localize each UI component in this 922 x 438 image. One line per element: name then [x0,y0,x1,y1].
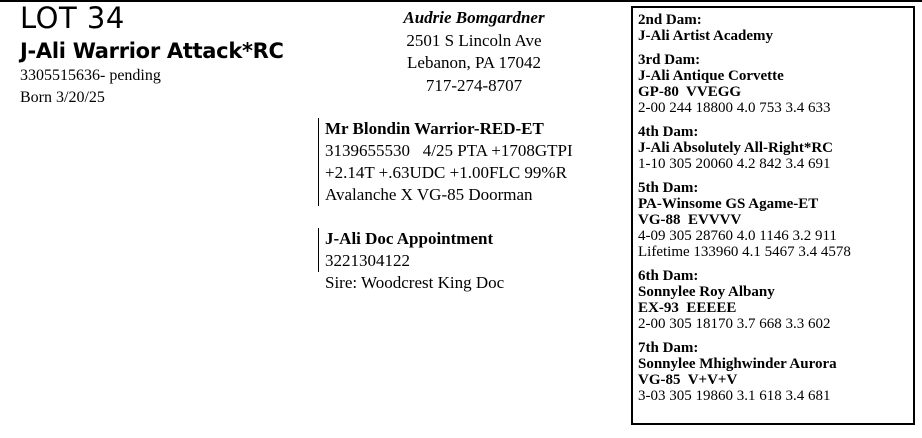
dam-record: 4-09 305 28760 4.0 1146 3.2 911 [638,228,837,244]
dam-record: 2-00 305 18170 3.7 668 3.3 602 [638,316,831,332]
dam-name: Sonnylee Mhighwinder Aurora [638,356,837,372]
dam-block [318,228,618,272]
dam-heading: 2nd Dam: [638,12,702,28]
dam-classification: VG-88 EVVVV [638,212,742,228]
dam-sire: Sire: Woodcrest King Doc [325,273,505,292]
dam-entry-3rd [638,52,913,116]
birth-date: Born 3/20/25 [20,89,105,106]
sire-block [318,118,618,206]
dam-name: PA-Winsome GS Agame-ET [638,196,819,212]
dam-entry-7th [638,340,913,404]
dam-lifetime: Lifetime 133960 4.1 5467 3.4 4578 [638,244,851,260]
dam-classification: VG-85 V+V+V [638,372,738,388]
dam-classification: EX-93 EEEEE [638,300,737,316]
dam-name: Sonnylee Roy Albany [638,284,775,300]
dam-name: J-Ali Artist Academy [638,28,773,44]
consignor-street: 2501 S Lincoln Ave [406,30,542,50]
registration-number: 3305515636- pending [20,67,161,84]
dam-classification: GP-80 VVEGG [638,84,742,100]
consignor-info [360,7,588,97]
dam-record: 1-10 305 20060 4.2 842 3.4 691 [638,156,831,172]
dam-name: J-Ali Absolutely All-Right*RC [638,140,834,156]
animal-name: J-Ali Warrior Attack*RC [20,39,284,63]
dam-registration: 3221304122 [325,251,410,270]
top-rule [0,0,922,2]
dam-heading: 6th Dam: [638,268,699,284]
dam-entry-5th [638,180,913,260]
consignor-phone: 717-274-8707 [425,75,523,95]
dam-entry-4th [638,124,913,172]
dam-entry-6th [638,268,913,332]
dam-heading: 7th Dam: [638,340,699,356]
sire-line-3: Avalanche X VG-85 Doorman [325,185,533,204]
dam-heading: 4th Dam: [638,124,699,140]
maternal-line-box [631,6,915,425]
dam-name: J-Ali Antique Corvette [638,68,784,84]
consignor-city: Lebanon, PA 17042 [407,53,541,72]
dam-record: 2-00 244 18800 4.0 753 3.4 633 [638,100,831,116]
pedigree [318,118,618,294]
dam-heading: 3rd Dam: [638,52,701,68]
sire-name: Mr Blondin Warrior-RED-ET [325,119,544,138]
lot-number: LOT 34 [20,1,125,35]
consignor-name: Audrie Bomgardner [403,8,545,27]
sire-line-1: 3139655530 4/25 PTA +1708GTPI [325,141,573,160]
dam-record: 3-03 305 19860 3.1 618 3.4 681 [638,388,831,404]
dam-heading: 5th Dam: [638,180,699,196]
dam-name: J-Ali Doc Appointment [325,229,494,248]
dam-entry-2nd [638,12,913,44]
sire-line-2: +2.14T +.63UDC +1.00FLC 99%R [325,163,567,182]
